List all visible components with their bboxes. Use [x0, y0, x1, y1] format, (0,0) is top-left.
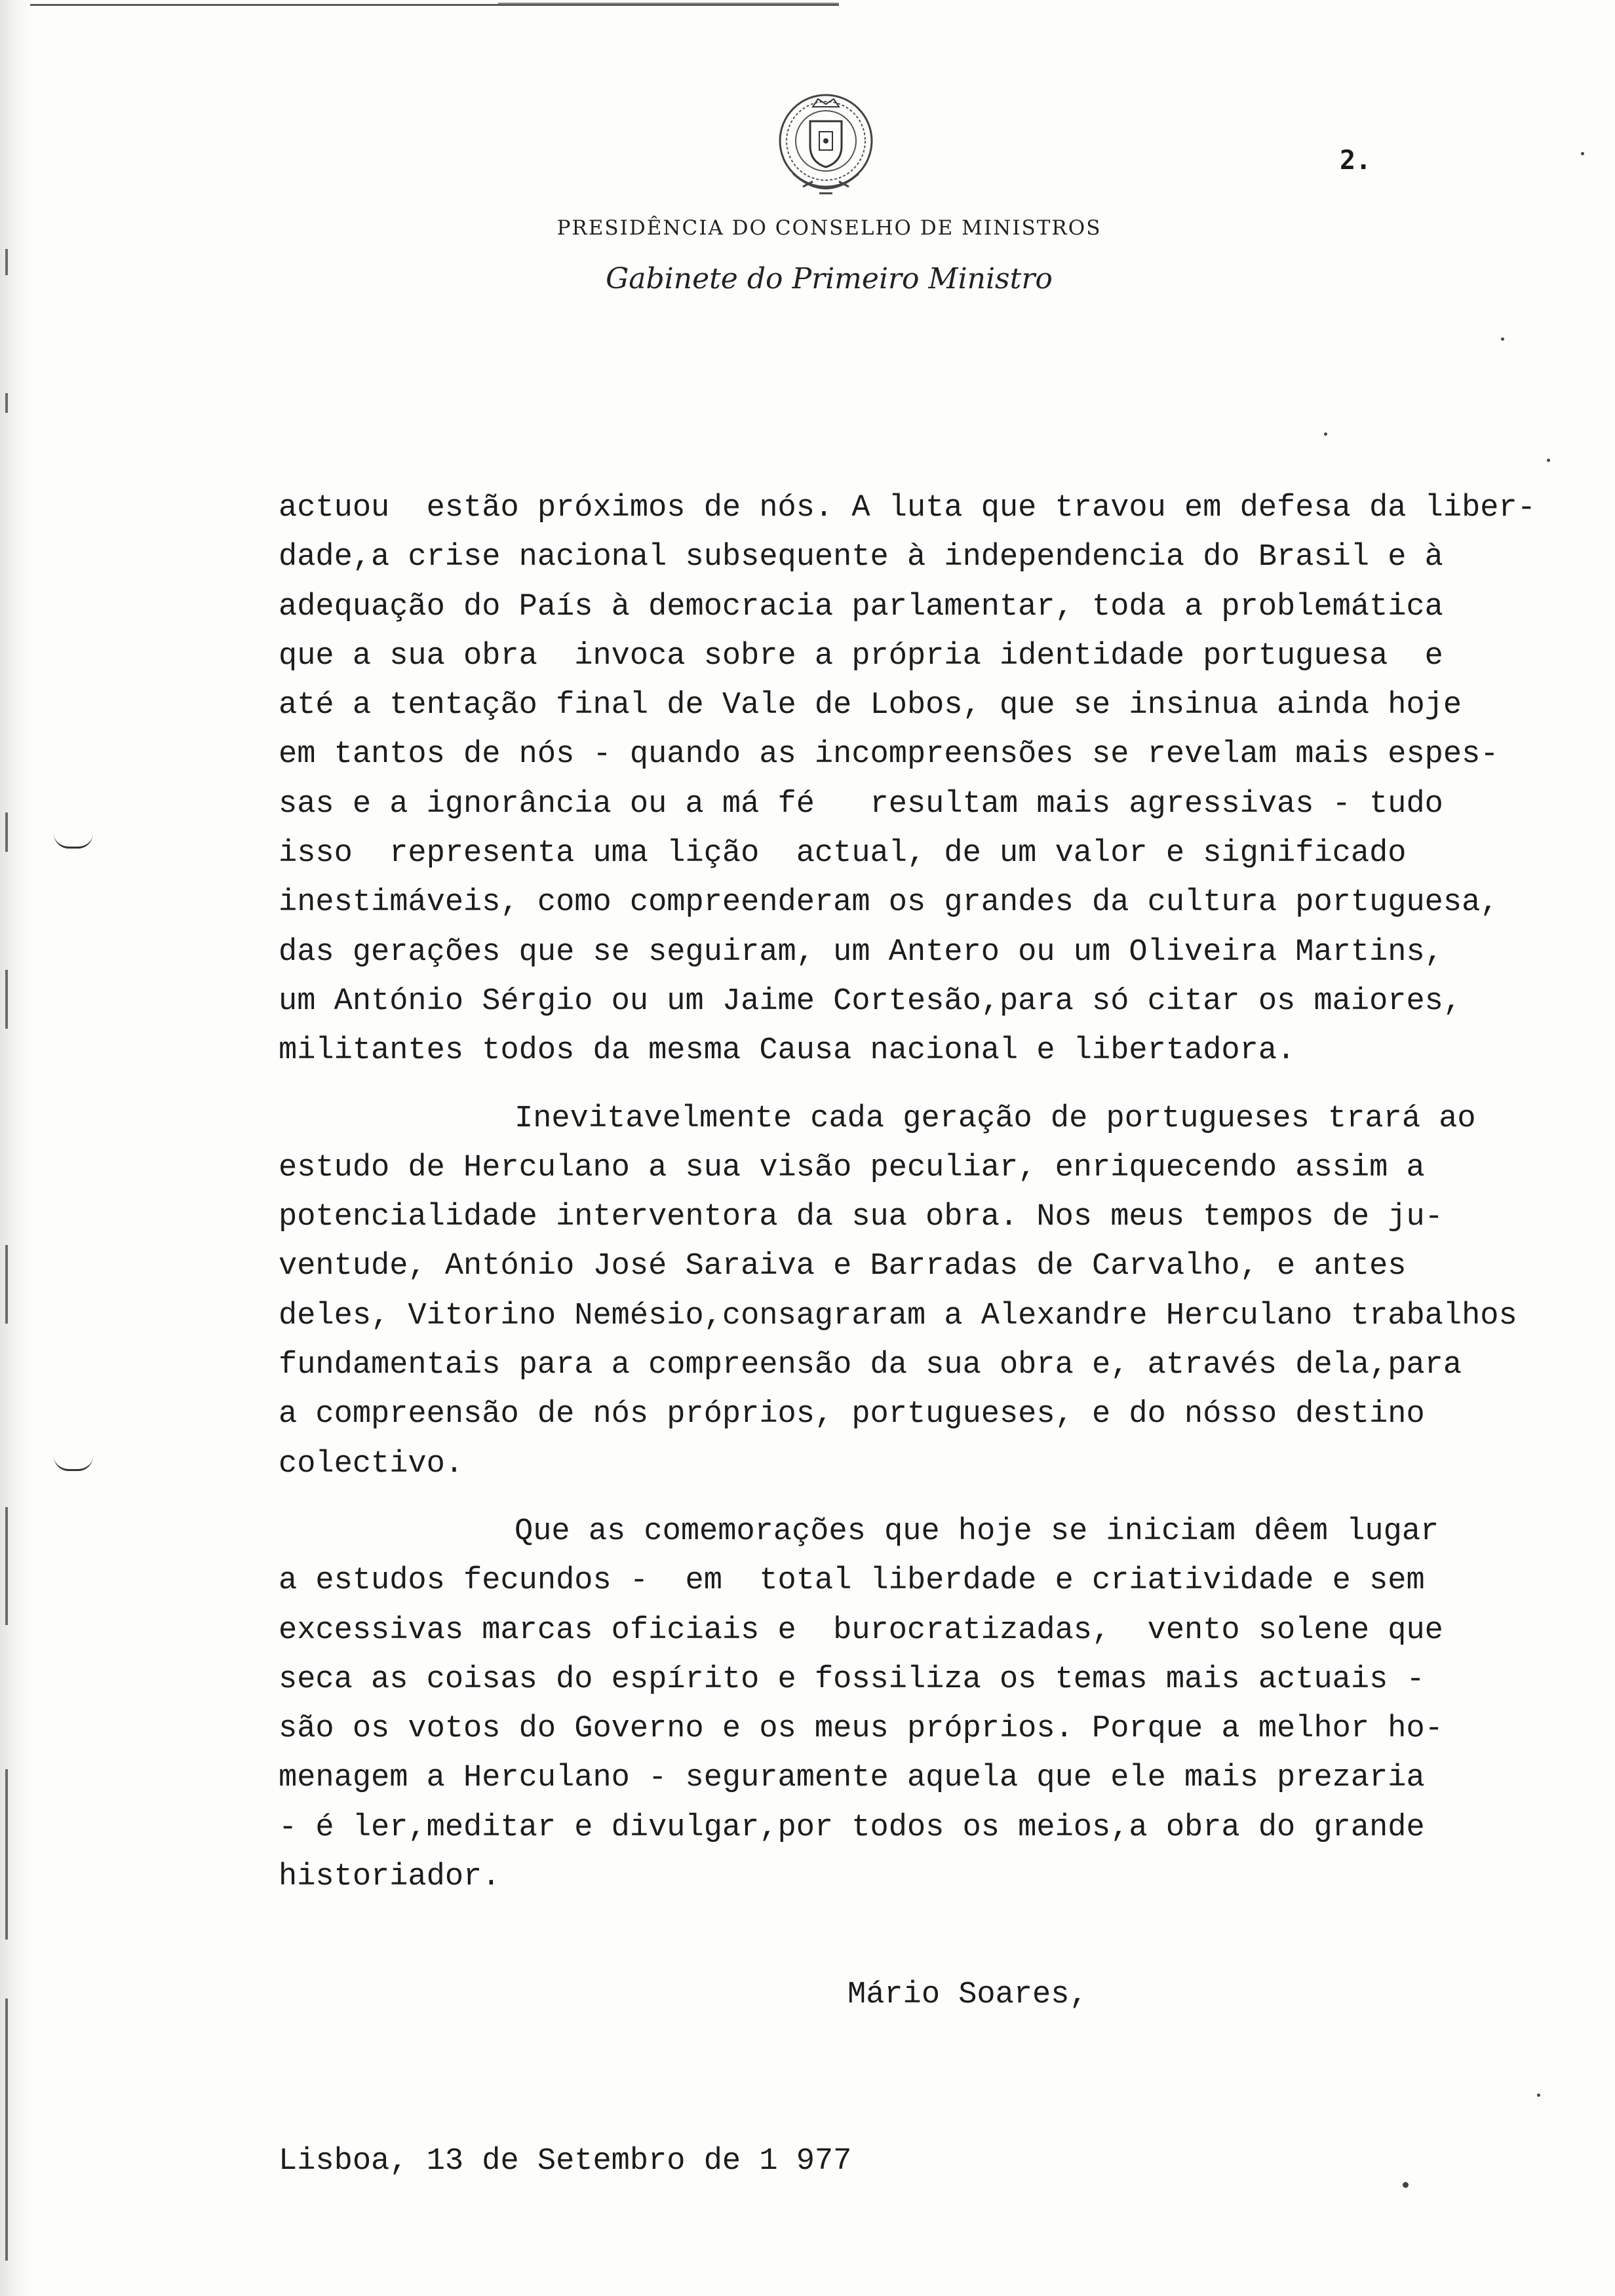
page-number: 2. — [1340, 145, 1372, 176]
margin-pencil-mark — [54, 1456, 93, 1471]
letter-body — [279, 484, 1603, 1920]
text-line: são os votos do Governo e os meus próprios. Porque a melhor ho- — [279, 1712, 1443, 1747]
text-line: isso representa uma lição actual, de um valor e significado — [279, 836, 1407, 871]
text-line: menagem a Herculano - seguramente aquela que ele mais prezaria — [279, 1761, 1425, 1796]
signature: Mário Soares, — [847, 1978, 1088, 2012]
paragraph-2 — [279, 1094, 1603, 1489]
text-line: potencialidade interventora da sua obra. Nos meus tempos de ju- — [279, 1200, 1443, 1235]
text-line: inestimáveis, como compreenderam os grandes da cultura portuguesa, — [279, 885, 1499, 921]
text-line: a estudos fecundos - em total liberdade e criatividade e sem — [279, 1563, 1425, 1599]
text-line: até a tentação final de Vale de Lobos, que se insinua ainda hoje — [279, 688, 1462, 723]
text-line: estudo de Herculano a sua visão peculiar, enriquecendo assim a — [279, 1150, 1425, 1185]
text-line: a compreensão de nós próprios, portugueses, e do nósso destino — [279, 1397, 1425, 1432]
text-line: adequação do País à democracia parlamentar, toda a problemática — [279, 589, 1443, 624]
edge-mark — [5, 1245, 8, 1324]
text-line: Que as comemorações que hoje se iniciam dêem lugar — [515, 1514, 1439, 1549]
text-line: Inevitavelmente cada geração de portugueses trará ao — [515, 1101, 1476, 1136]
edge-mark — [5, 1999, 8, 2261]
text-line: militantes todos da mesma Causa nacional e libertadora. — [279, 1033, 1296, 1069]
edge-mark — [5, 1769, 8, 1940]
top-edge-rule — [0, 4, 839, 6]
text-line: em tantos de nós - quando as incompreensões se revelam mais espes- — [279, 737, 1499, 773]
text-line: um António Sérgio ou um Jaime Cortesão,para só citar os maiores, — [279, 984, 1462, 1019]
top-edge-rule-faint — [498, 3, 839, 4]
text-line: que a sua obra invoca sobre a própria identidade portuguesa e — [279, 638, 1443, 674]
edge-mark — [5, 813, 8, 852]
coat-of-arms-seal-icon — [773, 88, 878, 203]
paper-speck — [1547, 459, 1550, 462]
dateline: Lisboa, 13 de Setembro de 1 977 — [279, 2144, 852, 2179]
paper-speck — [1537, 2094, 1540, 2097]
text-line: das gerações que se seguiram, um Antero ou um Oliveira Martins, — [279, 934, 1443, 970]
margin-pencil-mark — [54, 833, 93, 849]
edge-mark — [5, 970, 8, 1029]
edge-mark — [5, 249, 8, 275]
text-line: seca as coisas do espírito e fossiliza os temas mais actuais - — [279, 1662, 1425, 1697]
paper-speck — [1403, 2182, 1409, 2188]
paper-speck — [1501, 337, 1504, 341]
paper-speck — [1581, 152, 1584, 155]
text-line: - é ler,meditar e divulgar,por todos os meios,a obra do grande — [279, 1810, 1425, 1845]
left-binding-edge — [0, 0, 30, 2296]
text-line: excessivas marcas oficiais e burocratizadas, vento solene que — [279, 1613, 1443, 1648]
text-line: deles, Vitorino Nemésio,consagraram a Alexandre Herculano trabalhos — [279, 1298, 1517, 1333]
paragraph-1 — [279, 484, 1603, 1076]
edge-mark — [5, 1507, 8, 1625]
paragraph-3 — [279, 1507, 1603, 1902]
edge-mark — [5, 393, 8, 413]
text-line: historiador. — [279, 1860, 501, 1895]
letterhead-institution: PRESIDÊNCIA DO CONSELHO DE MINISTROS — [556, 216, 1102, 240]
text-line: sas e a ignorância ou a má fé resultam mais agressivas - tudo — [279, 786, 1443, 822]
text-line: dade,a crise nacional subsequente à independencia do Brasil e à — [279, 540, 1443, 575]
text-line: ventude, António José Saraiva e Barradas de Carvalho, e antes — [279, 1249, 1407, 1284]
text-line: colectivo. — [279, 1446, 464, 1482]
text-line: fundamentais para a compreensão da sua obra e, através dela,para — [279, 1348, 1462, 1383]
paper-speck — [1324, 432, 1327, 436]
letterhead-office: Gabinete do Primeiro Ministro — [606, 262, 1053, 296]
text-line: actuou estão próximos de nós. A luta que travou em defesa da liber- — [279, 491, 1536, 526]
